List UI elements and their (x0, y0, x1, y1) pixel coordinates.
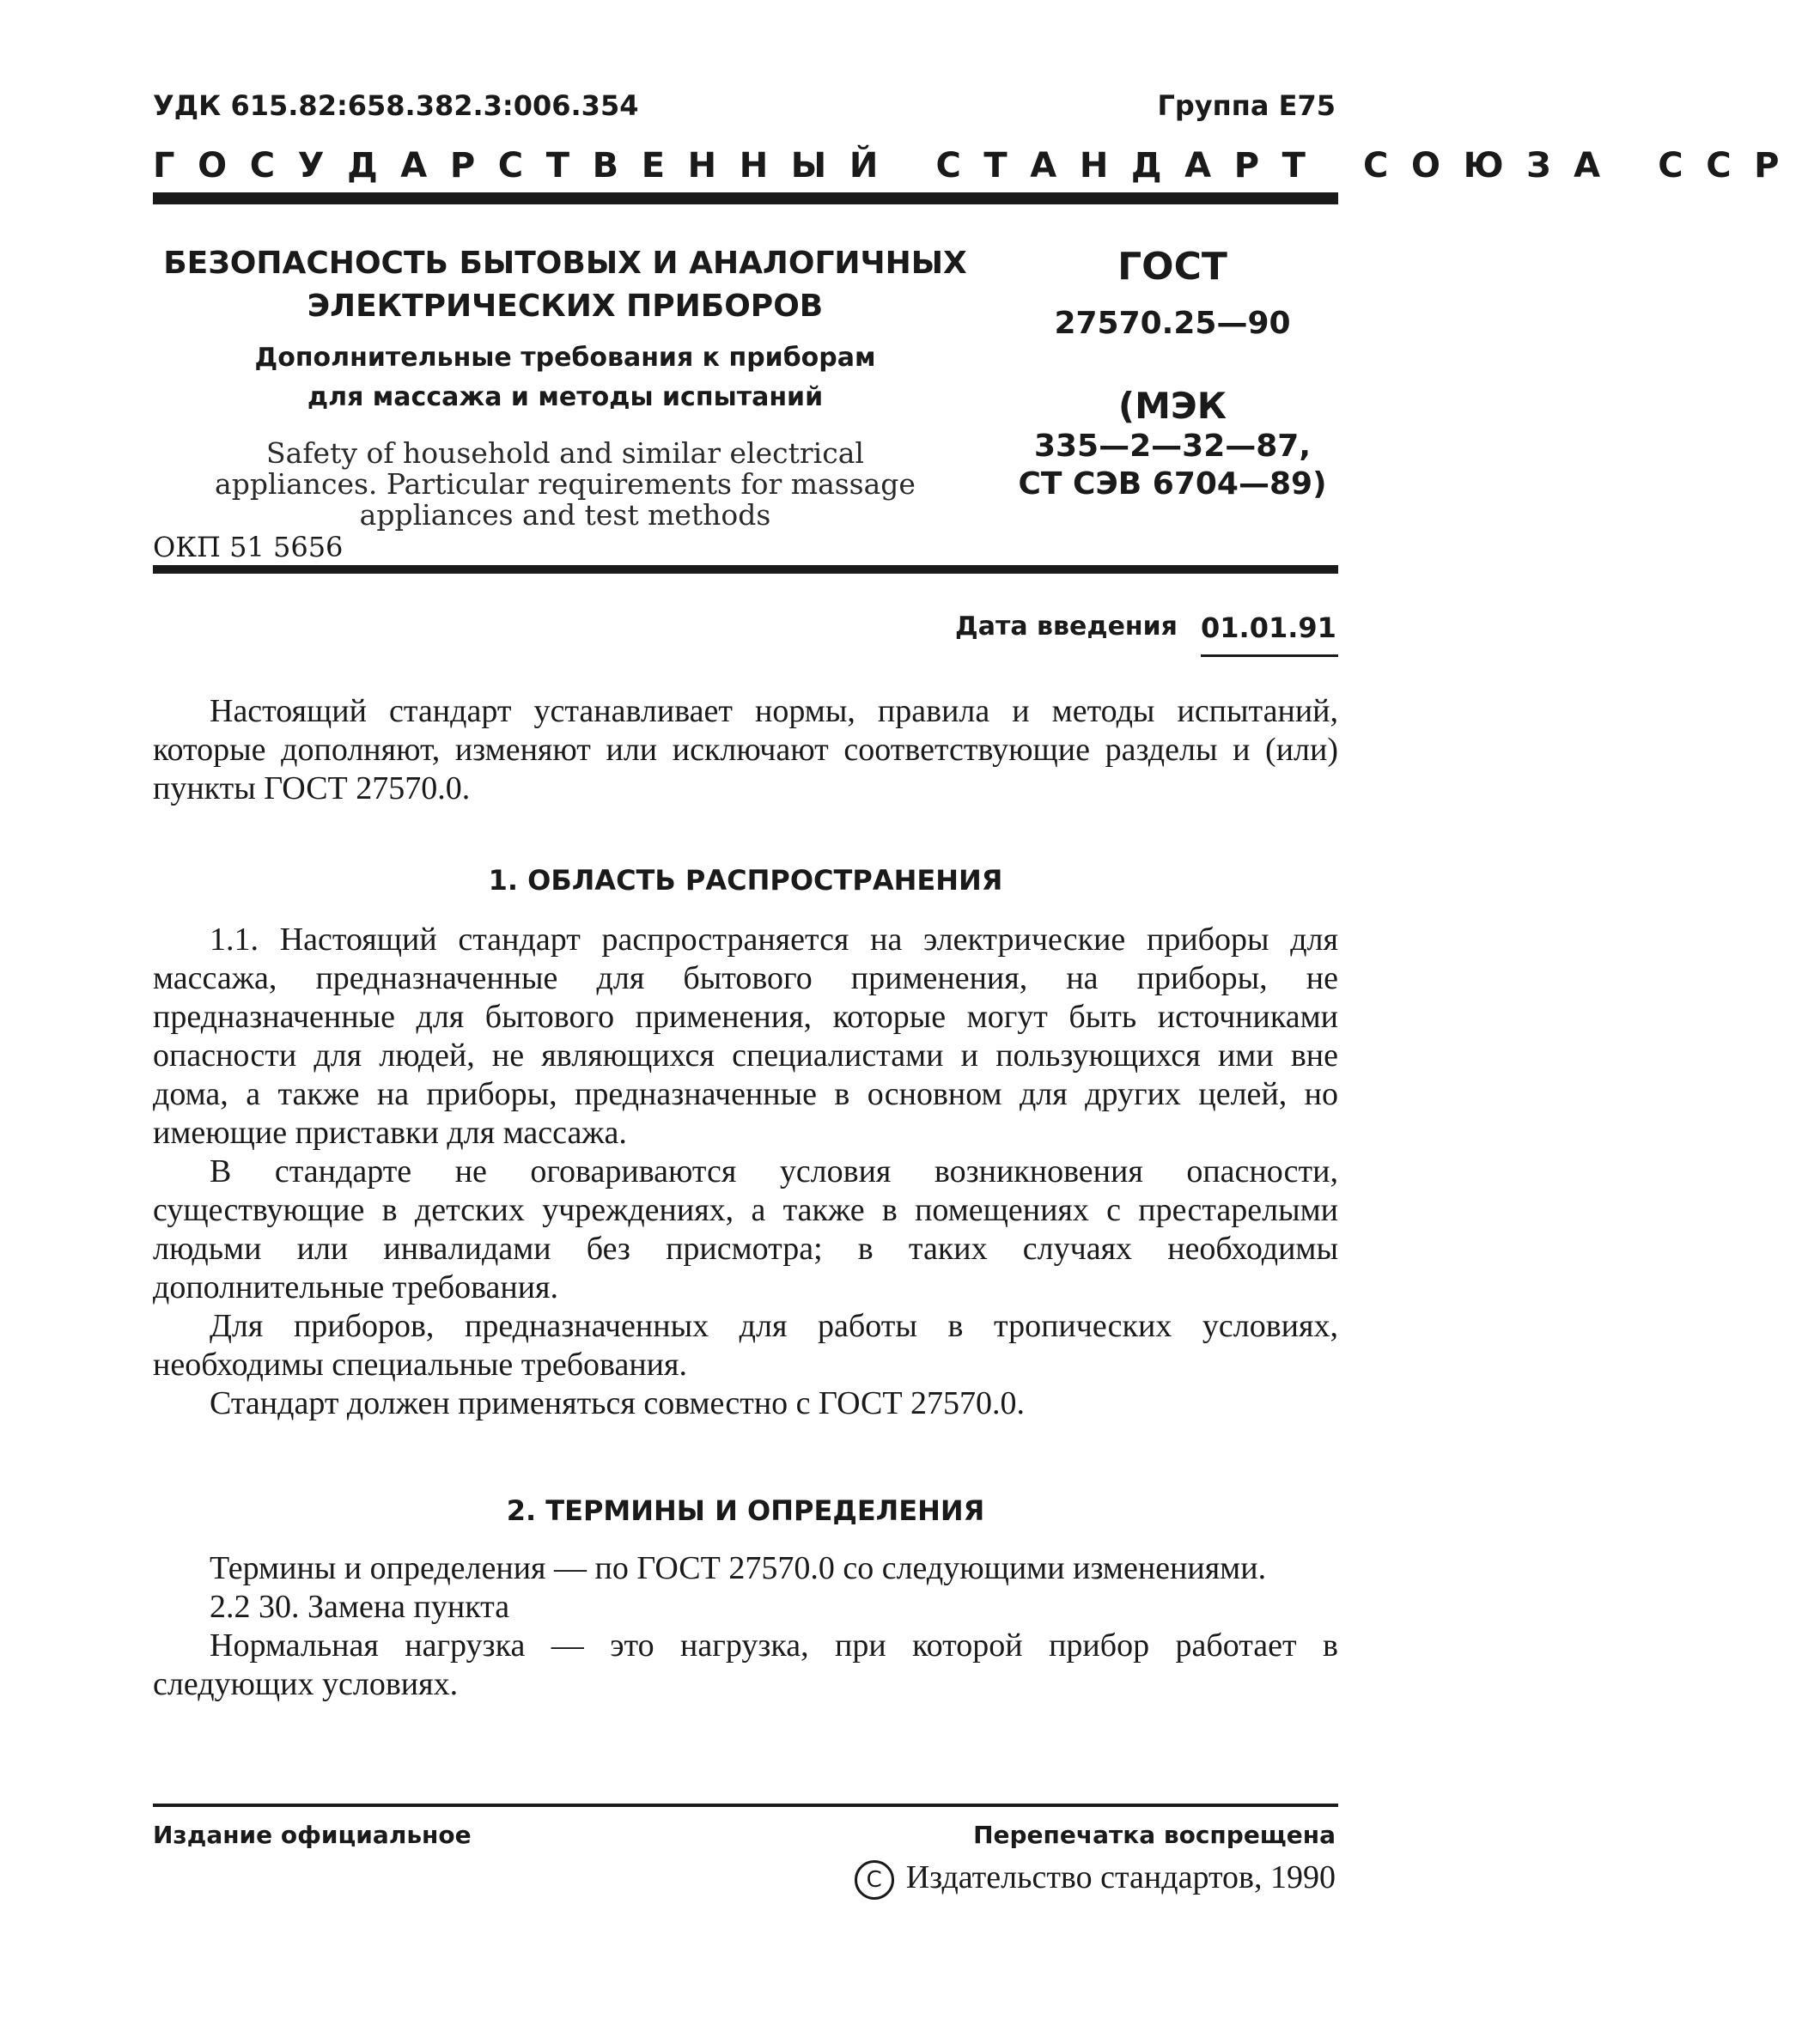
iec-reference-3: СТ СЭВ 6704—89) (1018, 466, 1327, 502)
english-title-line-3: appliances and test methods (359, 498, 771, 532)
section-1-paragraph-3: Для приборов, предназначенных для работы в тропических условиях, необходимы специальные требования. (153, 1308, 1338, 1383)
gost-block (988, 244, 1357, 503)
section-1-body (153, 921, 1338, 1423)
section-2-body (153, 1549, 1338, 1704)
udk-code: УДК 615.82:658.382.3:006.354 (153, 89, 639, 122)
date-value: 01.01.91 (1201, 611, 1336, 644)
section-1-paragraph-4: Стандарт должен применяться совместно с ГОСТ 27570.0. (210, 1385, 1026, 1421)
section-2-heading: 2. ТЕРМИНЫ И ОПРЕДЕЛЕНИЯ (506, 1494, 985, 1527)
reprint-note: Перепечатка воспрещена (973, 1821, 1336, 1849)
header-rule (153, 192, 1338, 204)
title-block (153, 242, 977, 531)
section-1-paragraph-2: В стандарте не оговариваются условия возникновения опасности, существующие в детских учреждениях, а также в помещениях с престарелыми людьми или инвалидами без присмотра; в таких случаях необходимы дополнительные требования. (153, 1153, 1338, 1305)
iec-reference-2: 335—2—32—87, (1033, 429, 1312, 464)
section-1-paragraph-1: 1.1. Настоящий стандарт распространяется на электрические приборы для массажа, предназначенные для бытового применения, на приборы, не предназначенные для бытового применения, которые могут быть источниками опасности для людей, не являющихся специалистами и пользующихся ими вне дома, а также на приборы, предназначенные в основном для других целей, но имеющие приставки для массажа. (153, 922, 1338, 1151)
footer-rule (153, 1804, 1338, 1807)
title-line-1: БЕЗОПАСНОСТЬ БЫТОВЫХ И АНАЛОГИЧНЫХ (163, 246, 967, 281)
subtitle-line-2: для массажа и методы испытаний (307, 382, 824, 412)
section-2-paragraph-2: 2.2 30. Замена пункта (210, 1589, 510, 1625)
title-line-2: ЭЛЕКТРИЧЕСКИХ ПРИБОРОВ (307, 289, 824, 324)
english-title-line-1: Safety of household and similar electrical (266, 436, 864, 470)
edition-note: Издание официальное (153, 1821, 472, 1849)
section-2-paragraph-1: Термины и определения — по ГОСТ 27570.0 со следующими изменениями. (210, 1550, 1267, 1586)
copyright-icon: С (855, 1860, 894, 1900)
group-code: Группа Е75 (1157, 89, 1336, 122)
okp-code: ОКП 51 5656 (153, 531, 344, 563)
iec-reference-1: (МЭК (1117, 385, 1227, 427)
date-label: Дата введения (955, 611, 1178, 642)
section-2-paragraph-3: Нормальная нагрузка — это нагрузка, при которой прибор работает в следующих условиях. (153, 1627, 1338, 1702)
state-standard-banner: ГОСУДАРСТВЕННЫЙ СТАНДАРТ СОЮЗА ССР (153, 146, 1802, 186)
subtitle-line-1: Дополнительные требования к приборам (254, 343, 876, 373)
date-underline (1201, 654, 1338, 657)
title-rule (153, 565, 1338, 574)
english-title-line-2: appliances. Particular requirements for massage (215, 467, 916, 501)
gost-number: 27570.25—90 (1054, 306, 1291, 341)
publisher-name: Издательство стандартов, 1990 (905, 1859, 1336, 1895)
copyright-line (855, 1858, 1336, 1900)
intro-paragraph: Настоящий стандарт устанавливает нормы, правила и методы испытаний, которые дополняют, изменяют или исключают соответствующие разделы и (или) пункты ГОСТ 27570.0. (153, 693, 1338, 806)
section-1-heading: 1. ОБЛАСТЬ РАСПРОСТРАНЕНИЯ (488, 864, 1003, 897)
gost-label: ГОСТ (1117, 245, 1227, 289)
